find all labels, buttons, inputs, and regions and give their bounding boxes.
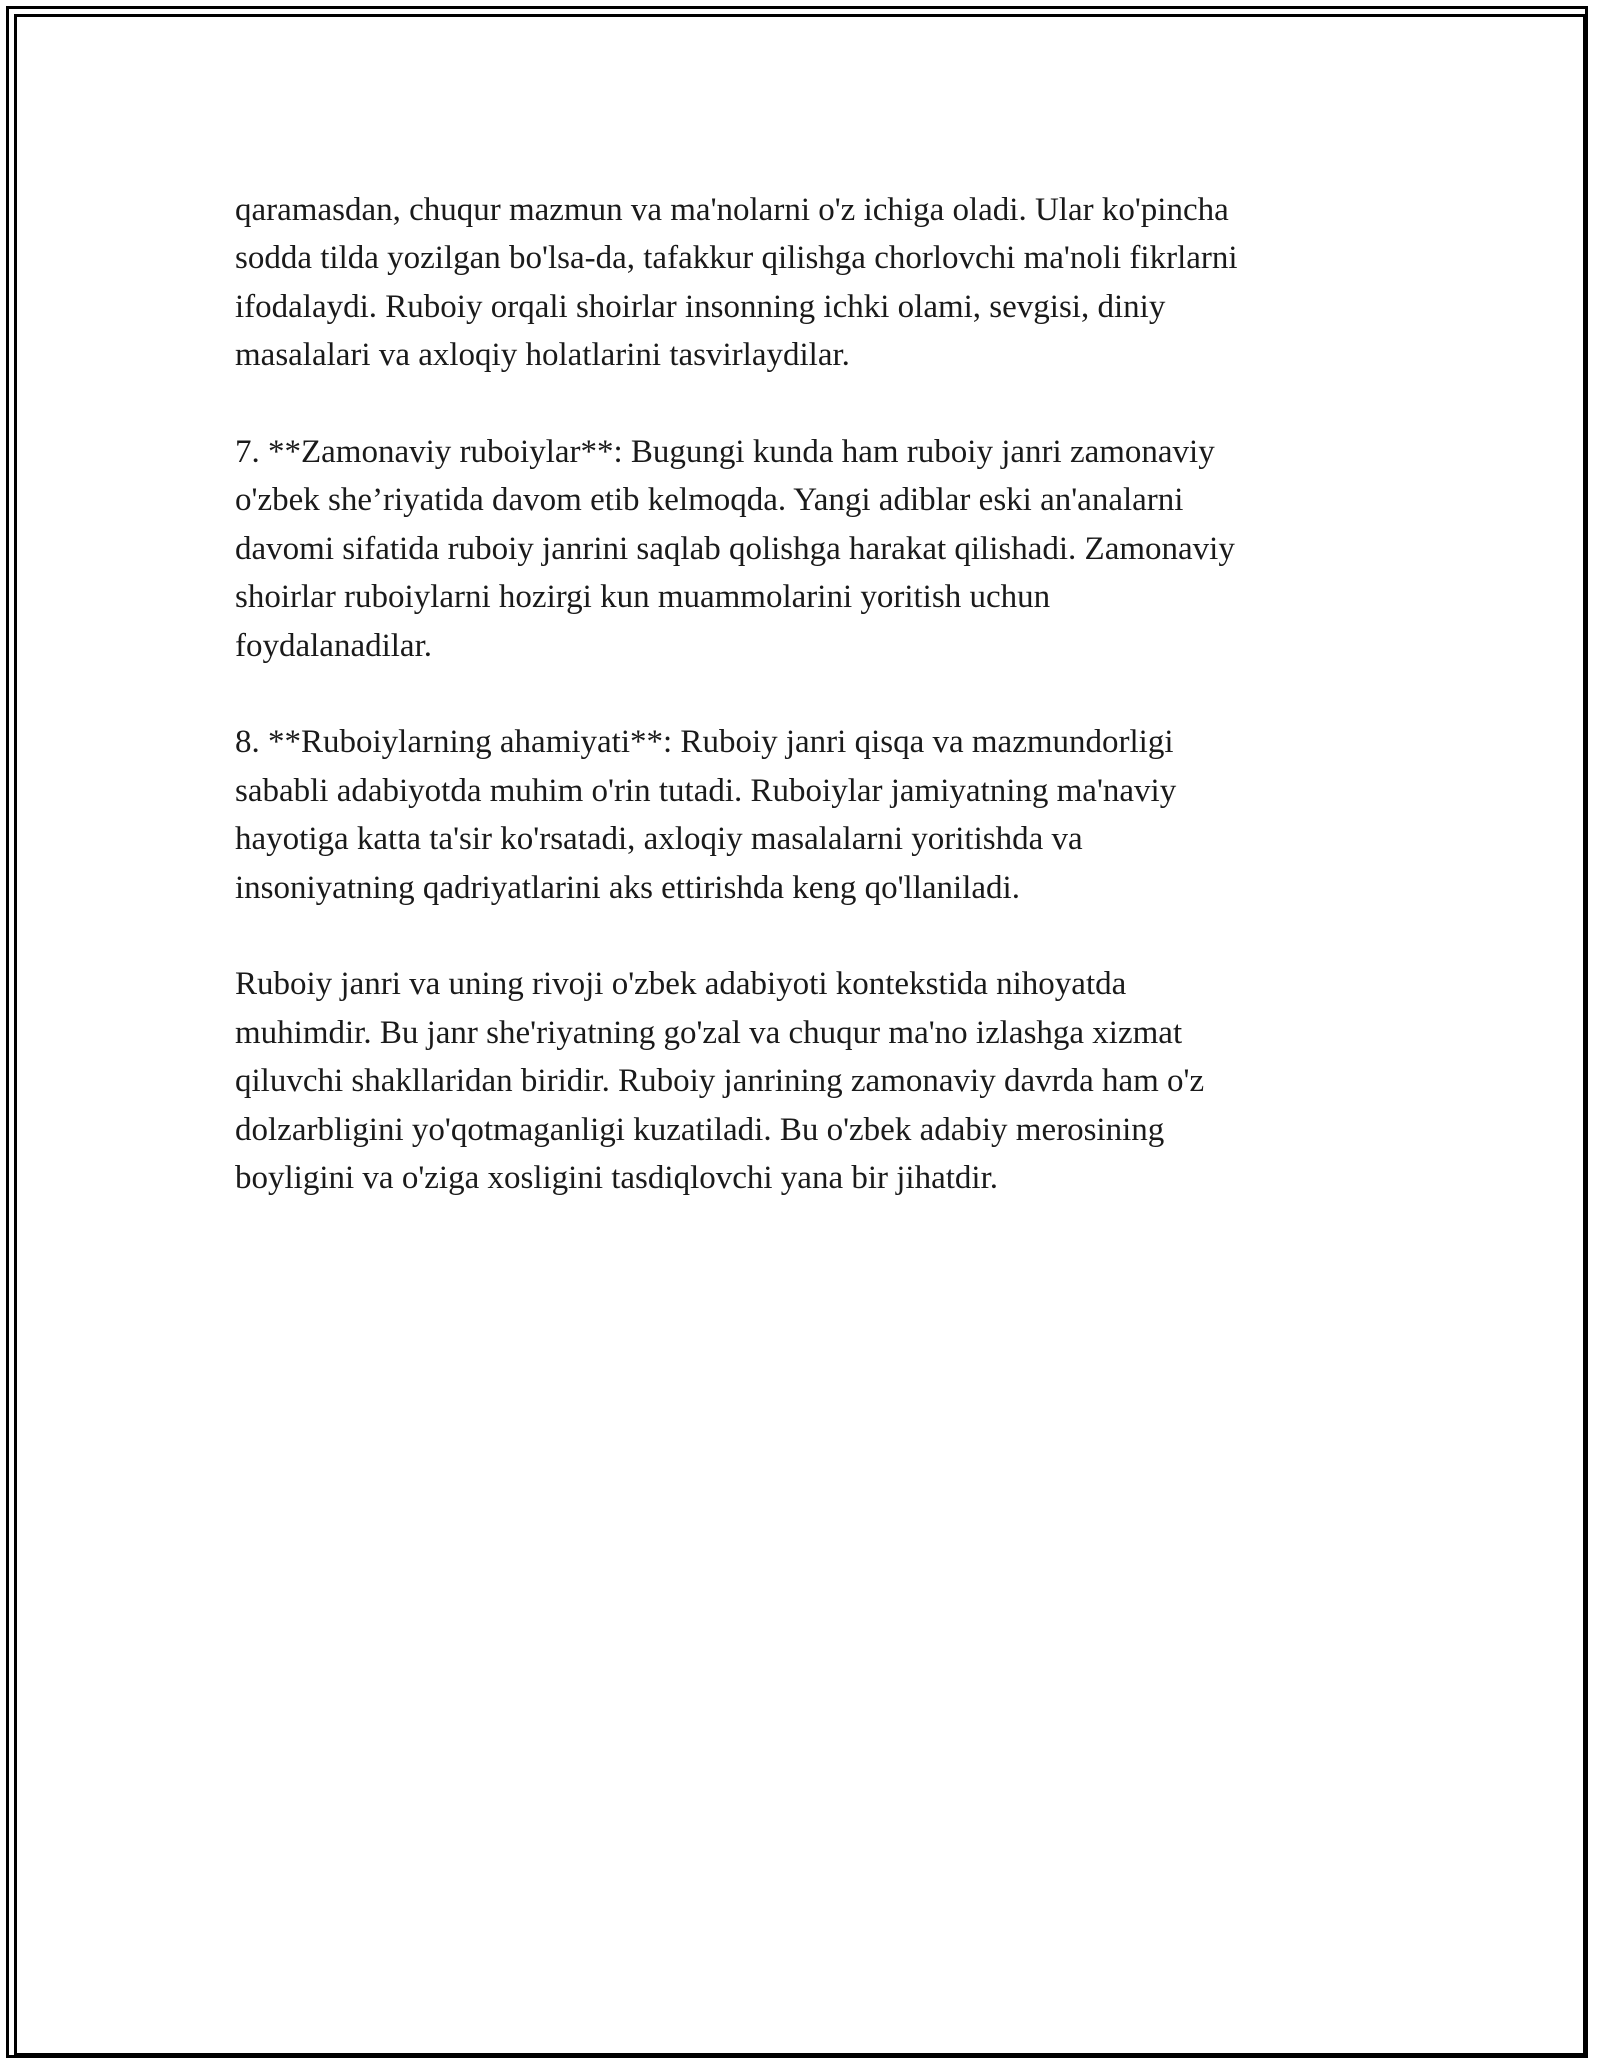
- text-line: qiluvchi shakllaridan biridir. Ruboiy janrining zamonaviy davrda ham o'z: [235, 1063, 1205, 1100]
- paragraph-item-7: [235, 428, 1365, 670]
- text-line: hayotiga katta ta'sir ko'rsatadi, axloqiy masalalarni yoritishda va: [235, 821, 1083, 858]
- text-line: sodda tilda yozilgan bo'lsa-da, tafakkur qilishga chorlovchi ma'noli fikrlarni: [235, 240, 1238, 277]
- paragraph-item-8: [235, 718, 1365, 912]
- text-line: dolzarbligini yo'qotmaganligi kuzatiladi. Bu o'zbek adabiy merosining: [235, 1111, 1165, 1148]
- text-line: boyligini va o'ziga xosligini tasdiqlovchi yana bir jihatdir.: [235, 1160, 998, 1197]
- text-line: 8. **Ruboiylarning ahamiyati**: Ruboiy janri qisqa va mazmundorligi: [235, 724, 1174, 761]
- paragraph-conclusion: [235, 960, 1365, 1202]
- text-line: 7. **Zamonaviy ruboiylar**: Bugungi kunda ham ruboiy janri zamonaviy: [235, 434, 1215, 471]
- text-line: ifodalaydi. Ruboiy orqali shoirlar insonning ichki olami, sevgisi, diniy: [235, 288, 1166, 325]
- text-line: insoniyatning qadriyatlarini aks ettirishda keng qo'llaniladi.: [235, 869, 1020, 906]
- text-line: foydalanadilar.: [235, 627, 433, 664]
- text-line: Ruboiy janri va uning rivoji o'zbek adabiyoti kontekstida nihoyatda: [235, 966, 1127, 1003]
- text-line: davomi sifatida ruboiy janrini saqlab qolishga harakat qilishadi. Zamonaviy: [235, 530, 1235, 567]
- text-line: sababli adabiyotda muhim o'rin tutadi. Ruboiylar jamiyatning ma'naviy: [235, 772, 1177, 809]
- text-line: shoirlar ruboiylarni hozirgi kun muammolarini yoritish uchun: [235, 579, 1051, 616]
- text-line: qaramasdan, chuqur mazmun va ma'nolarni o'z ichiga oladi. Ular ko'pincha: [235, 192, 1229, 228]
- paragraph-continuation: [235, 186, 1365, 380]
- text-line: o'zbek she’riyatida davom etib kelmoqda. Yangi adiblar eski an'analarni: [235, 482, 1184, 519]
- document-body: [235, 186, 1365, 1202]
- text-line: muhimdir. Bu janr she'riyatning go'zal va chuqur ma'no izlashga xizmat: [235, 1014, 1183, 1051]
- text-line: masalalari va axloqiy holatlarini tasvirlaydilar.: [235, 337, 850, 374]
